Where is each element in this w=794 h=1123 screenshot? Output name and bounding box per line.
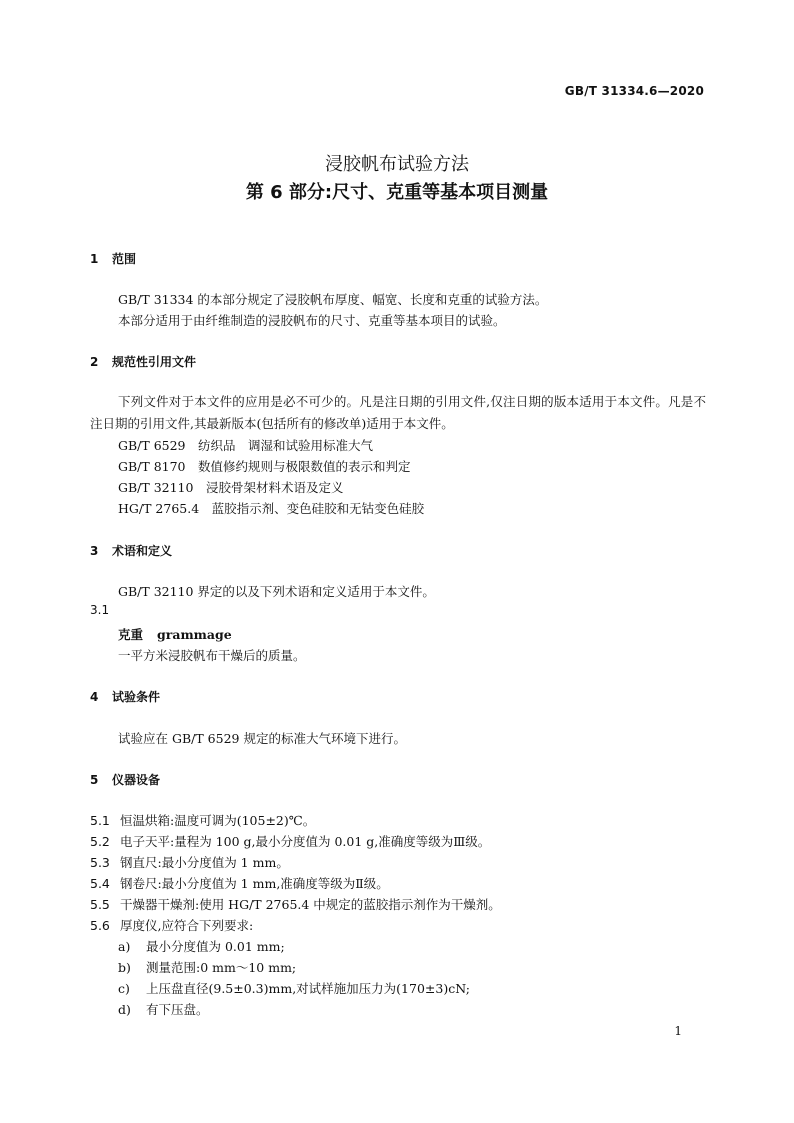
- item-text: 最小分度值为 0.01 mm;: [146, 939, 285, 954]
- reference-title: 蓝胶指示剂、变色硅胶和无钴变色硅胶: [211, 501, 425, 516]
- requirement-item: [118, 937, 285, 955]
- reference-item: [118, 436, 373, 454]
- item-text: 恒温烘箱:温度可调为(105±2)℃。: [120, 813, 316, 828]
- paragraph: 本部分适用于由纤维制造的浸胶帆布的尺寸、克重等基本项目的试验。: [118, 313, 506, 328]
- section-heading-apparatus: [90, 771, 160, 788]
- section-number: 1: [90, 252, 99, 266]
- section-number: 3: [90, 544, 99, 558]
- apparatus-item: [90, 853, 289, 871]
- section-heading-terms: [90, 542, 172, 559]
- item-text: 钢直尺:最小分度值为 1 mm。: [120, 855, 289, 870]
- requirement-item: [118, 979, 470, 997]
- reference-item: [118, 457, 411, 475]
- apparatus-item: [90, 832, 490, 850]
- item-text: 测量范围:0 mm～10 mm;: [146, 960, 297, 975]
- apparatus-item: [90, 895, 501, 913]
- section-heading-scope: [90, 250, 136, 267]
- item-letter: d): [118, 1002, 131, 1017]
- apparatus-item: [90, 874, 389, 892]
- term-entry: [118, 625, 232, 643]
- item-number: 5.6: [90, 918, 110, 933]
- reference-item: [118, 499, 424, 517]
- apparatus-item: [90, 916, 253, 934]
- clause-number: 3.1: [90, 603, 110, 617]
- item-letter: b): [118, 960, 131, 975]
- document-subtitle: 第 6 部分:尺寸、克重等基本项目测量: [245, 182, 549, 203]
- item-text: 电子天平:量程为 100 g,最小分度值为 0.01 g,准确度等级为Ⅲ级。: [120, 834, 491, 849]
- section-number: 2: [90, 355, 99, 369]
- paragraph: GB/T 32110 界定的以及下列术语和定义适用于本文件。: [118, 584, 435, 599]
- item-number: 5.1: [90, 813, 110, 828]
- section-title: 范围: [112, 252, 137, 266]
- section-number: 5: [90, 773, 99, 787]
- reference-code: GB/T 6529: [118, 438, 186, 453]
- term-english: grammage: [157, 627, 232, 642]
- apparatus-item: [90, 811, 315, 829]
- section-heading-test-conditions: [90, 688, 160, 705]
- reference-title: 数值修约规则与极限数值的表示和判定: [198, 459, 411, 474]
- requirement-item: [118, 1000, 209, 1018]
- paragraph: 下列文件对于本文件的应用是必不可少的。凡是注日期的引用文件,仅注日期的版本适用于本文件。凡是不注日期的引用文件,其最新版本(包括所有的修改单)适用于本文件。: [90, 394, 706, 431]
- standard-code: GB/T 31334.6—2020: [564, 84, 704, 98]
- item-letter: c): [118, 981, 130, 996]
- requirement-item: [118, 958, 296, 976]
- section-title: 规范性引用文件: [112, 355, 197, 369]
- item-number: 5.3: [90, 855, 110, 870]
- item-text: 厚度仪,应符合下列要求:: [120, 918, 254, 933]
- reference-code: HG/T 2765.4: [118, 501, 200, 516]
- item-number: 5.2: [90, 834, 110, 849]
- item-number: 5.5: [90, 897, 110, 912]
- section-number: 4: [90, 690, 99, 704]
- item-text: 上压盘直径(9.5±0.3)mm,对试样施加压力为(170±3)cN;: [146, 981, 470, 996]
- section-title: 术语和定义: [112, 544, 173, 558]
- reference-title: 纺织品 调湿和试验用标准大气: [198, 438, 374, 453]
- reference-title: 浸胶骨架材料术语及定义: [205, 480, 344, 495]
- paragraph: GB/T 31334 的本部分规定了浸胶帆布厚度、幅宽、长度和克重的试验方法。: [118, 292, 548, 307]
- item-letter: a): [118, 939, 131, 954]
- page-number: 1: [674, 1024, 682, 1038]
- section-heading-normative-references: [90, 353, 196, 370]
- item-number: 5.4: [90, 876, 110, 891]
- section-title: 仪器设备: [112, 773, 161, 787]
- item-text: 干燥器干燥剂:使用 HG/T 2765.4 中规定的蓝胶指示剂作为干燥剂。: [120, 897, 501, 912]
- item-text: 有下压盘。: [146, 1002, 209, 1017]
- item-text: 钢卷尺:最小分度值为 1 mm,准确度等级为Ⅱ级。: [120, 876, 389, 891]
- term-definition: 一平方米浸胶帆布干燥后的质量。: [118, 648, 306, 663]
- paragraph: 试验应在 GB/T 6529 规定的标准大气环境下进行。: [118, 731, 406, 746]
- term-chinese: 克重: [118, 627, 144, 642]
- section-title: 试验条件: [112, 690, 161, 704]
- document-title: 浸胶帆布试验方法: [325, 154, 469, 175]
- reference-item: [118, 478, 344, 496]
- reference-code: GB/T 32110: [118, 480, 194, 495]
- reference-code: GB/T 8170: [118, 459, 186, 474]
